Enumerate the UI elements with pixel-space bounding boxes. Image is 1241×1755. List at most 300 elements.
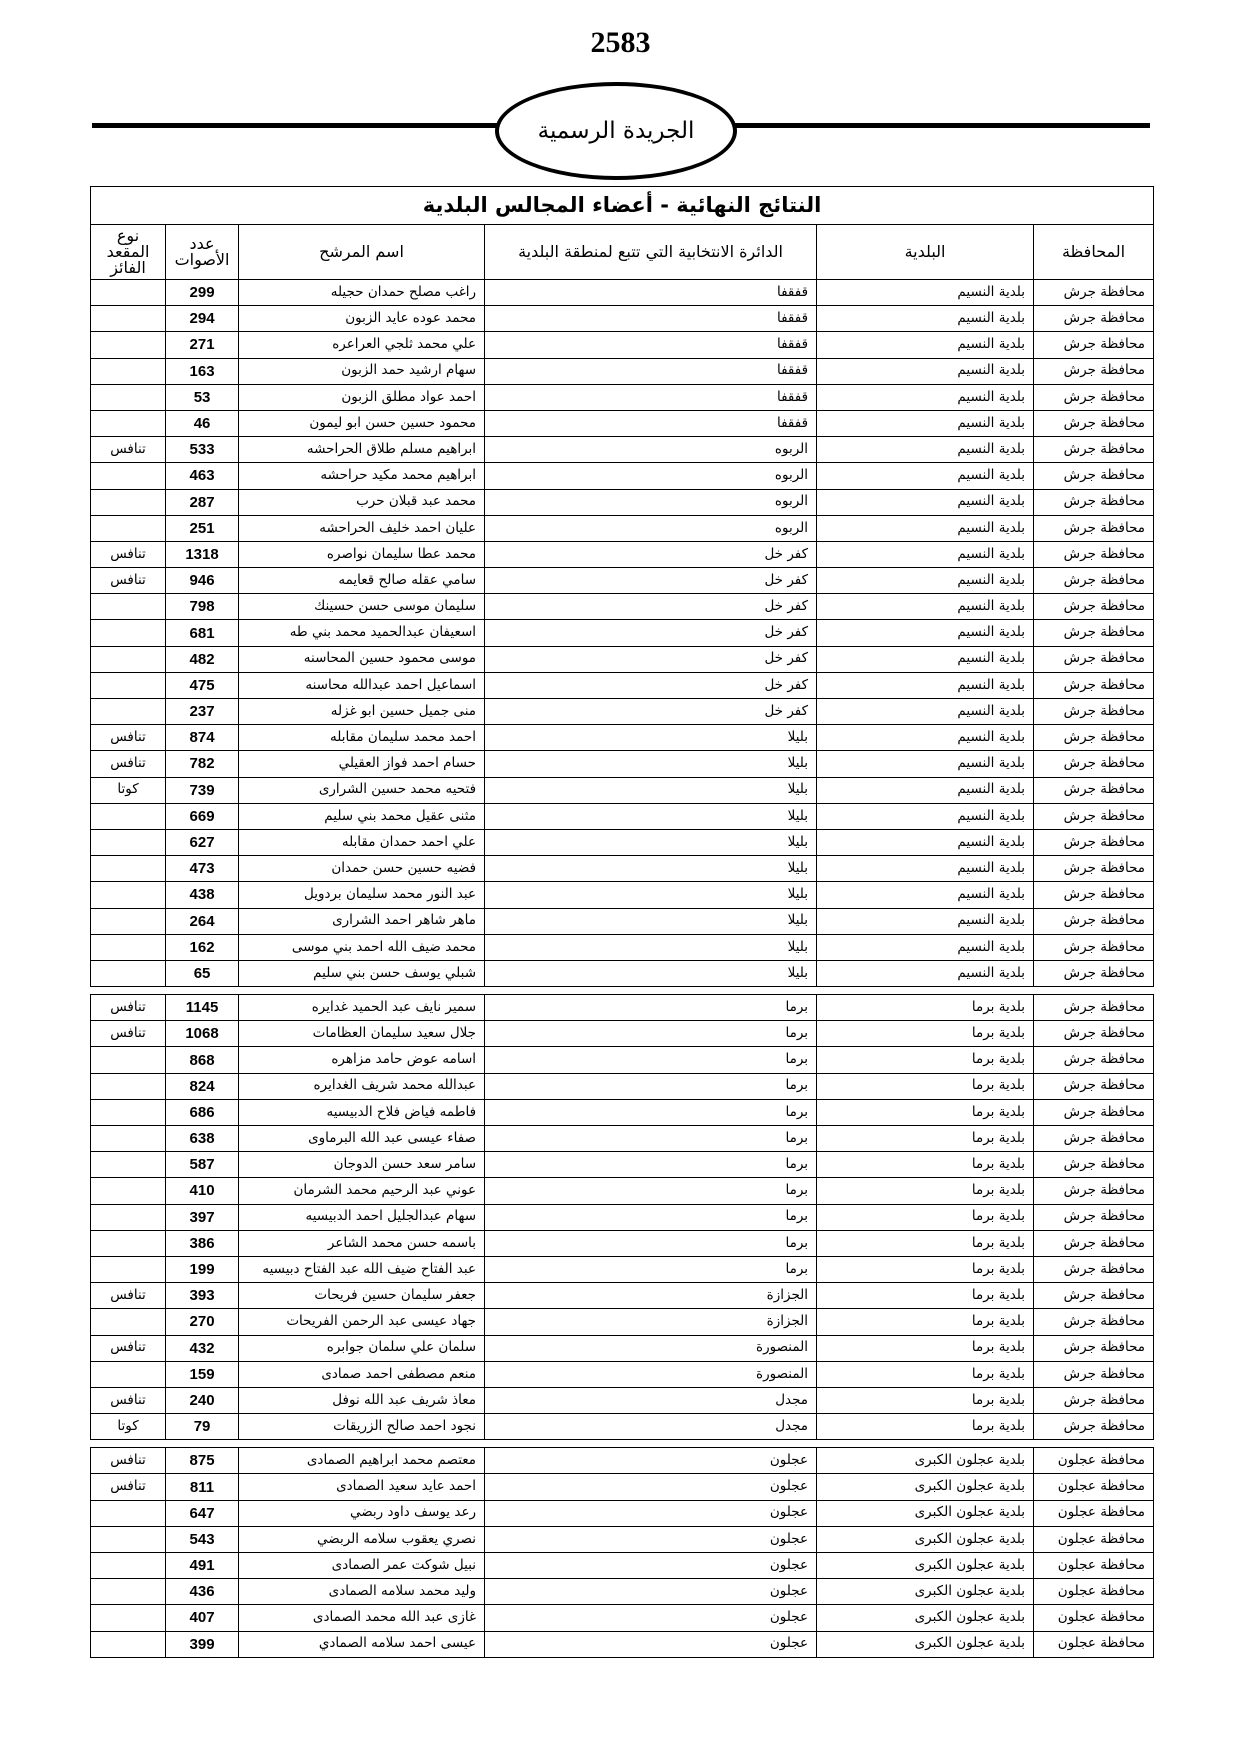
municipality-cell: بلدية النسيم bbox=[817, 725, 1034, 751]
municipality-cell: بلدية عجلون الكبرى bbox=[817, 1448, 1034, 1474]
municipality-cell: بلدية برما bbox=[817, 1126, 1034, 1152]
seat-type-cell bbox=[91, 1230, 166, 1256]
district-cell: بليلا bbox=[485, 725, 817, 751]
votes-cell: 397 bbox=[166, 1204, 239, 1230]
votes-cell: 1318 bbox=[166, 541, 239, 567]
table-row bbox=[91, 568, 1154, 594]
governorate-cell: محافظة جرش bbox=[1034, 803, 1154, 829]
page-number: 2583 bbox=[590, 26, 651, 59]
table-row bbox=[91, 384, 1154, 410]
governorate-cell: محافظة جرش bbox=[1034, 995, 1154, 1021]
candidate-name-cell: عليان احمد خليف الحراحشه bbox=[239, 515, 485, 541]
municipality-cell: بلدية عجلون الكبرى bbox=[817, 1500, 1034, 1526]
table-row bbox=[91, 908, 1154, 934]
table-title: النتائج النهائية - أعضاء المجالس البلدية bbox=[91, 187, 1154, 225]
candidate-name-cell: باسمه حسن محمد الشاعر bbox=[239, 1230, 485, 1256]
municipality-cell: بلدية النسيم bbox=[817, 646, 1034, 672]
governorate-cell: محافظة جرش bbox=[1034, 463, 1154, 489]
seat-type-cell bbox=[91, 489, 166, 515]
seat-type-cell bbox=[91, 672, 166, 698]
governorate-cell: محافظة جرش bbox=[1034, 594, 1154, 620]
governorate-cell: محافظة جرش bbox=[1034, 777, 1154, 803]
table-row bbox=[91, 1605, 1154, 1631]
municipality-cell: بلدية النسيم bbox=[817, 934, 1034, 960]
district-cell: قفقفا bbox=[485, 384, 817, 410]
candidate-name-cell: فضيه حسين حسن حمدان bbox=[239, 856, 485, 882]
table-row bbox=[91, 995, 1154, 1021]
district-cell: عجلون bbox=[485, 1448, 817, 1474]
table-row bbox=[91, 541, 1154, 567]
table-row bbox=[91, 803, 1154, 829]
district-cell: مجدل bbox=[485, 1387, 817, 1413]
seat-type-cell bbox=[91, 699, 166, 725]
seat-type-cell bbox=[91, 1256, 166, 1282]
candidate-name-cell: سهام عبدالجليل احمد الدبيسيه bbox=[239, 1204, 485, 1230]
votes-cell: 407 bbox=[166, 1605, 239, 1631]
header-municipality: البلدية bbox=[817, 225, 1034, 280]
votes-cell: 65 bbox=[166, 960, 239, 986]
district-cell: الربوه bbox=[485, 515, 817, 541]
table-row bbox=[91, 1387, 1154, 1413]
municipality-cell: بلدية النسيم bbox=[817, 515, 1034, 541]
candidate-name-cell: منعم مصطفى احمد صمادى bbox=[239, 1361, 485, 1387]
votes-cell: 874 bbox=[166, 725, 239, 751]
district-cell: عجلون bbox=[485, 1500, 817, 1526]
governorate-cell: محافظة جرش bbox=[1034, 568, 1154, 594]
seat-type-cell: تنافس bbox=[91, 1448, 166, 1474]
candidate-name-cell: عيسى احمد سلامه الصمادي bbox=[239, 1631, 485, 1657]
table-row bbox=[91, 410, 1154, 436]
candidate-name-cell: معاذ شريف عبد الله نوفل bbox=[239, 1387, 485, 1413]
table-row bbox=[91, 489, 1154, 515]
district-cell: برما bbox=[485, 995, 817, 1021]
governorate-cell: محافظة جرش bbox=[1034, 725, 1154, 751]
governorate-cell: محافظة جرش bbox=[1034, 1414, 1154, 1440]
governorate-cell: محافظة جرش bbox=[1034, 1309, 1154, 1335]
candidate-name-cell: اسعيفان عبدالحميد محمد بني طه bbox=[239, 620, 485, 646]
governorate-cell: محافظة جرش bbox=[1034, 1073, 1154, 1099]
governorate-cell: محافظة جرش bbox=[1034, 646, 1154, 672]
table-row bbox=[91, 515, 1154, 541]
table-row bbox=[91, 646, 1154, 672]
municipality-cell: بلدية النسيم bbox=[817, 882, 1034, 908]
district-cell: قفقفا bbox=[485, 358, 817, 384]
candidate-name-cell: سامي عقله صالح قعايمه bbox=[239, 568, 485, 594]
table-row bbox=[91, 437, 1154, 463]
municipality-cell: بلدية النسيم bbox=[817, 384, 1034, 410]
seat-type-cell bbox=[91, 358, 166, 384]
votes-cell: 287 bbox=[166, 489, 239, 515]
votes-cell: 587 bbox=[166, 1152, 239, 1178]
candidate-name-cell: عبد الفتاح ضيف الله عبد الفتاح دبيسيه bbox=[239, 1256, 485, 1282]
votes-cell: 251 bbox=[166, 515, 239, 541]
table-row bbox=[91, 1579, 1154, 1605]
district-cell: عجلون bbox=[485, 1526, 817, 1552]
municipality-cell: بلدية النسيم bbox=[817, 437, 1034, 463]
district-cell: كفر خل bbox=[485, 541, 817, 567]
district-cell: قفقفا bbox=[485, 306, 817, 332]
district-cell: كفر خل bbox=[485, 568, 817, 594]
governorate-cell: محافظة جرش bbox=[1034, 934, 1154, 960]
votes-cell: 875 bbox=[166, 1448, 239, 1474]
municipality-cell: بلدية برما bbox=[817, 1283, 1034, 1309]
candidate-name-cell: سلمان علي سلمان جوابره bbox=[239, 1335, 485, 1361]
candidate-name-cell: عوني عبد الرحيم محمد الشرمان bbox=[239, 1178, 485, 1204]
table-row bbox=[91, 1335, 1154, 1361]
district-cell: عجلون bbox=[485, 1605, 817, 1631]
municipality-cell: بلدية برما bbox=[817, 1309, 1034, 1335]
seat-type-cell bbox=[91, 306, 166, 332]
table-row bbox=[91, 1309, 1154, 1335]
seat-type-cell: تنافس bbox=[91, 751, 166, 777]
governorate-cell: محافظة جرش bbox=[1034, 1021, 1154, 1047]
seat-type-cell: تنافس bbox=[91, 1021, 166, 1047]
governorate-cell: محافظة جرش bbox=[1034, 672, 1154, 698]
gazette-title: الجريدة الرسمية bbox=[537, 118, 695, 144]
votes-cell: 162 bbox=[166, 934, 239, 960]
gazette-title-oval bbox=[495, 82, 737, 180]
candidate-name-cell: سليمان موسى حسن حسينك bbox=[239, 594, 485, 620]
votes-cell: 159 bbox=[166, 1361, 239, 1387]
seat-type-cell bbox=[91, 882, 166, 908]
candidate-name-cell: احمد عواد مطلق الزبون bbox=[239, 384, 485, 410]
table-row bbox=[91, 777, 1154, 803]
district-cell: الربوه bbox=[485, 437, 817, 463]
votes-cell: 1068 bbox=[166, 1021, 239, 1047]
governorate-cell: محافظة جرش bbox=[1034, 829, 1154, 855]
candidate-name-cell: فاطمه فياض فلاح الدبيسيه bbox=[239, 1099, 485, 1125]
votes-cell: 53 bbox=[166, 384, 239, 410]
votes-cell: 271 bbox=[166, 332, 239, 358]
municipality-cell: بلدية برما bbox=[817, 1361, 1034, 1387]
district-cell: قفقفا bbox=[485, 410, 817, 436]
governorate-cell: محافظة جرش bbox=[1034, 1387, 1154, 1413]
municipality-cell: بلدية النسيم bbox=[817, 908, 1034, 934]
header-district: الدائرة الانتخابية التي تتبع لمنطقة البلدية bbox=[485, 225, 817, 280]
seat-type-cell bbox=[91, 1204, 166, 1230]
municipality-cell: بلدية النسيم bbox=[817, 463, 1034, 489]
seat-type-cell bbox=[91, 1178, 166, 1204]
seat-type-cell: تنافس bbox=[91, 541, 166, 567]
district-cell: برما bbox=[485, 1047, 817, 1073]
table-row bbox=[91, 1256, 1154, 1282]
votes-cell: 669 bbox=[166, 803, 239, 829]
header-candidate: اسم المرشح bbox=[239, 225, 485, 280]
votes-cell: 240 bbox=[166, 1387, 239, 1413]
table-row bbox=[91, 1073, 1154, 1099]
municipality-cell: بلدية النسيم bbox=[817, 672, 1034, 698]
candidate-name-cell: راغب مصلح حمدان حجيله bbox=[239, 280, 485, 306]
table-row bbox=[91, 1230, 1154, 1256]
district-cell: بليلا bbox=[485, 751, 817, 777]
municipality-cell: بلدية عجلون الكبرى bbox=[817, 1526, 1034, 1552]
seat-type-cell bbox=[91, 515, 166, 541]
seat-type-cell bbox=[91, 646, 166, 672]
table-body bbox=[91, 280, 1154, 1658]
governorate-cell: محافظة جرش bbox=[1034, 1335, 1154, 1361]
candidate-name-cell: سهام ارشيد حمد الزبون bbox=[239, 358, 485, 384]
governorate-cell: محافظة عجلون bbox=[1034, 1474, 1154, 1500]
candidate-name-cell: معتصم محمد ابراهيم الصمادى bbox=[239, 1448, 485, 1474]
candidate-name-cell: منى جميل حسين ابو غزله bbox=[239, 699, 485, 725]
votes-cell: 739 bbox=[166, 777, 239, 803]
table-row bbox=[91, 1204, 1154, 1230]
municipality-cell: بلدية برما bbox=[817, 1178, 1034, 1204]
group-separator bbox=[91, 987, 1154, 995]
seat-type-cell bbox=[91, 829, 166, 855]
seat-type-cell bbox=[91, 856, 166, 882]
municipality-cell: بلدية النسيم bbox=[817, 803, 1034, 829]
votes-cell: 868 bbox=[166, 1047, 239, 1073]
candidate-name-cell: شبلي يوسف حسن بني سليم bbox=[239, 960, 485, 986]
seat-type-cell bbox=[91, 620, 166, 646]
seat-type-cell bbox=[91, 1152, 166, 1178]
governorate-cell: محافظة جرش bbox=[1034, 1152, 1154, 1178]
governorate-cell: محافظة جرش bbox=[1034, 489, 1154, 515]
governorate-cell: محافظة جرش bbox=[1034, 1283, 1154, 1309]
district-cell: عجلون bbox=[485, 1579, 817, 1605]
table-row bbox=[91, 1126, 1154, 1152]
header-seat-type: نوع المقعد الفائز bbox=[91, 225, 166, 280]
governorate-cell: محافظة جرش bbox=[1034, 1047, 1154, 1073]
municipality-cell: بلدية النسيم bbox=[817, 489, 1034, 515]
seat-type-cell bbox=[91, 384, 166, 410]
header-votes: عدد الأصوات bbox=[166, 225, 239, 280]
municipality-cell: بلدية برما bbox=[817, 1099, 1034, 1125]
municipality-cell: بلدية النسيم bbox=[817, 594, 1034, 620]
seat-type-cell bbox=[91, 1309, 166, 1335]
votes-cell: 438 bbox=[166, 882, 239, 908]
votes-cell: 473 bbox=[166, 856, 239, 882]
district-cell: بليلا bbox=[485, 908, 817, 934]
seat-type-cell: تنافس bbox=[91, 1283, 166, 1309]
votes-cell: 237 bbox=[166, 699, 239, 725]
seat-type-cell bbox=[91, 1500, 166, 1526]
governorate-cell: محافظة عجلون bbox=[1034, 1605, 1154, 1631]
governorate-cell: محافظة جرش bbox=[1034, 1361, 1154, 1387]
table-row bbox=[91, 594, 1154, 620]
candidate-name-cell: موسى محمود حسين المحاسنه bbox=[239, 646, 485, 672]
district-cell: برما bbox=[485, 1099, 817, 1125]
district-cell: كفر خل bbox=[485, 620, 817, 646]
governorate-cell: محافظة جرش bbox=[1034, 306, 1154, 332]
seat-type-cell bbox=[91, 594, 166, 620]
candidate-name-cell: نجود احمد صالح الزريقات bbox=[239, 1414, 485, 1440]
municipality-cell: بلدية النسيم bbox=[817, 620, 1034, 646]
municipality-cell: بلدية برما bbox=[817, 1073, 1034, 1099]
votes-cell: 79 bbox=[166, 1414, 239, 1440]
district-cell: كفر خل bbox=[485, 672, 817, 698]
governorate-cell: محافظة جرش bbox=[1034, 908, 1154, 934]
municipality-cell: بلدية برما bbox=[817, 1335, 1034, 1361]
header-row bbox=[91, 225, 1154, 280]
votes-cell: 399 bbox=[166, 1631, 239, 1657]
candidate-name-cell: محمد ضيف الله احمد بني موسى bbox=[239, 934, 485, 960]
district-cell: بليلا bbox=[485, 803, 817, 829]
candidate-name-cell: علي محمد ثلجي العراعره bbox=[239, 332, 485, 358]
votes-cell: 491 bbox=[166, 1553, 239, 1579]
table-row bbox=[91, 306, 1154, 332]
candidate-name-cell: ابراهيم مسلم طلاق الحراحشه bbox=[239, 437, 485, 463]
seat-type-cell bbox=[91, 1526, 166, 1552]
municipality-cell: بلدية النسيم bbox=[817, 410, 1034, 436]
municipality-cell: بلدية برما bbox=[817, 1152, 1034, 1178]
seat-type-cell bbox=[91, 1047, 166, 1073]
candidate-name-cell: صفاء عيسى عبد الله البرماوى bbox=[239, 1126, 485, 1152]
seat-type-cell: كوتا bbox=[91, 1414, 166, 1440]
table-row bbox=[91, 332, 1154, 358]
governorate-cell: محافظة جرش bbox=[1034, 1256, 1154, 1282]
candidate-name-cell: سامر سعد حسن الدوجان bbox=[239, 1152, 485, 1178]
candidate-name-cell: ابراهيم محمد مكيد حراحشه bbox=[239, 463, 485, 489]
table-row bbox=[91, 1047, 1154, 1073]
municipality-cell: بلدية النسيم bbox=[817, 960, 1034, 986]
district-cell: الجزازة bbox=[485, 1283, 817, 1309]
municipality-cell: بلدية برما bbox=[817, 1230, 1034, 1256]
table-row bbox=[91, 1448, 1154, 1474]
governorate-cell: محافظة جرش bbox=[1034, 437, 1154, 463]
municipality-cell: بلدية النسيم bbox=[817, 856, 1034, 882]
municipality-cell: بلدية عجلون الكبرى bbox=[817, 1474, 1034, 1500]
table-row bbox=[91, 1474, 1154, 1500]
table-row bbox=[91, 829, 1154, 855]
candidate-name-cell: عبدالله محمد شريف الغدايره bbox=[239, 1073, 485, 1099]
votes-cell: 647 bbox=[166, 1500, 239, 1526]
governorate-cell: محافظة عجلون bbox=[1034, 1553, 1154, 1579]
district-cell: بليلا bbox=[485, 777, 817, 803]
municipality-cell: بلدية عجلون الكبرى bbox=[817, 1605, 1034, 1631]
candidate-name-cell: مثنى عقيل محمد بني سليم bbox=[239, 803, 485, 829]
district-cell: كفر خل bbox=[485, 646, 817, 672]
candidate-name-cell: محمود حسين حسن ابو ليمون bbox=[239, 410, 485, 436]
votes-cell: 627 bbox=[166, 829, 239, 855]
district-cell: برما bbox=[485, 1256, 817, 1282]
governorate-cell: محافظة جرش bbox=[1034, 358, 1154, 384]
votes-cell: 299 bbox=[166, 280, 239, 306]
candidate-name-cell: جهاد عيسى عبد الرحمن الفريحات bbox=[239, 1309, 485, 1335]
candidate-name-cell: نبيل شوكت عمر الصمادى bbox=[239, 1553, 485, 1579]
votes-cell: 386 bbox=[166, 1230, 239, 1256]
table-row bbox=[91, 1099, 1154, 1125]
candidate-name-cell: سمير نايف عبد الحميد غدايره bbox=[239, 995, 485, 1021]
district-cell: الربوه bbox=[485, 463, 817, 489]
seat-type-cell: تنافس bbox=[91, 568, 166, 594]
municipality-cell: بلدية النسيم bbox=[817, 358, 1034, 384]
seat-type-cell bbox=[91, 1361, 166, 1387]
governorate-cell: محافظة جرش bbox=[1034, 1126, 1154, 1152]
table-row bbox=[91, 358, 1154, 384]
district-cell: برما bbox=[485, 1073, 817, 1099]
governorate-cell: محافظة جرش bbox=[1034, 1178, 1154, 1204]
district-cell: برما bbox=[485, 1178, 817, 1204]
municipality-cell: بلدية النسيم bbox=[817, 280, 1034, 306]
seat-type-cell: تنافس bbox=[91, 437, 166, 463]
votes-cell: 686 bbox=[166, 1099, 239, 1125]
seat-type-cell: تنافس bbox=[91, 995, 166, 1021]
candidate-name-cell: اسامه عوض حامد مزاهره bbox=[239, 1047, 485, 1073]
seat-type-cell: تنافس bbox=[91, 1387, 166, 1413]
votes-cell: 824 bbox=[166, 1073, 239, 1099]
municipality-cell: بلدية عجلون الكبرى bbox=[817, 1553, 1034, 1579]
votes-cell: 681 bbox=[166, 620, 239, 646]
seat-type-cell bbox=[91, 280, 166, 306]
district-cell: بليلا bbox=[485, 882, 817, 908]
district-cell: الجزازة bbox=[485, 1309, 817, 1335]
district-cell: عجلون bbox=[485, 1553, 817, 1579]
candidate-name-cell: غازى عبد الله محمد الصمادى bbox=[239, 1605, 485, 1631]
district-cell: المنصورة bbox=[485, 1361, 817, 1387]
district-cell: برما bbox=[485, 1021, 817, 1047]
governorate-cell: محافظة جرش bbox=[1034, 620, 1154, 646]
governorate-cell: محافظة عجلون bbox=[1034, 1500, 1154, 1526]
candidate-name-cell: نصري يعقوب سلامه الربضي bbox=[239, 1526, 485, 1552]
governorate-cell: محافظة جرش bbox=[1034, 699, 1154, 725]
seat-type-cell bbox=[91, 934, 166, 960]
district-cell: قفقفا bbox=[485, 280, 817, 306]
votes-cell: 946 bbox=[166, 568, 239, 594]
district-cell: كفر خل bbox=[485, 594, 817, 620]
votes-cell: 1145 bbox=[166, 995, 239, 1021]
votes-cell: 199 bbox=[166, 1256, 239, 1282]
governorate-cell: محافظة جرش bbox=[1034, 515, 1154, 541]
governorate-cell: محافظة جرش bbox=[1034, 280, 1154, 306]
table-row bbox=[91, 463, 1154, 489]
table-row bbox=[91, 1500, 1154, 1526]
district-cell: عجلون bbox=[485, 1631, 817, 1657]
seat-type-cell: تنافس bbox=[91, 1474, 166, 1500]
district-cell: كفر خل bbox=[485, 699, 817, 725]
table-row bbox=[91, 280, 1154, 306]
district-cell: برما bbox=[485, 1204, 817, 1230]
candidate-name-cell: وليد محمد سلامه الصمادى bbox=[239, 1579, 485, 1605]
votes-cell: 436 bbox=[166, 1579, 239, 1605]
votes-cell: 432 bbox=[166, 1335, 239, 1361]
seat-type-cell bbox=[91, 463, 166, 489]
candidate-name-cell: اسماعيل احمد عبدالله محاسنه bbox=[239, 672, 485, 698]
municipality-cell: بلدية النسيم bbox=[817, 332, 1034, 358]
seat-type-cell bbox=[91, 1073, 166, 1099]
municipality-cell: بلدية برما bbox=[817, 995, 1034, 1021]
votes-cell: 798 bbox=[166, 594, 239, 620]
table-row bbox=[91, 1361, 1154, 1387]
governorate-cell: محافظة جرش bbox=[1034, 882, 1154, 908]
votes-cell: 482 bbox=[166, 646, 239, 672]
table-row bbox=[91, 882, 1154, 908]
governorate-cell: محافظة عجلون bbox=[1034, 1448, 1154, 1474]
governorate-cell: محافظة جرش bbox=[1034, 1099, 1154, 1125]
municipality-cell: بلدية النسيم bbox=[817, 699, 1034, 725]
municipality-cell: بلدية برما bbox=[817, 1414, 1034, 1440]
table-row bbox=[91, 1021, 1154, 1047]
candidate-name-cell: عبد النور محمد سليمان بردويل bbox=[239, 882, 485, 908]
governorate-cell: محافظة جرش bbox=[1034, 384, 1154, 410]
candidate-name-cell: محمد عبد قبلان حرب bbox=[239, 489, 485, 515]
votes-cell: 475 bbox=[166, 672, 239, 698]
seat-type-cell bbox=[91, 960, 166, 986]
votes-cell: 410 bbox=[166, 1178, 239, 1204]
seat-type-cell: كوتا bbox=[91, 777, 166, 803]
votes-cell: 294 bbox=[166, 306, 239, 332]
municipality-cell: بلدية عجلون الكبرى bbox=[817, 1631, 1034, 1657]
votes-cell: 270 bbox=[166, 1309, 239, 1335]
district-cell: بليلا bbox=[485, 960, 817, 986]
district-cell: مجدل bbox=[485, 1414, 817, 1440]
votes-cell: 782 bbox=[166, 751, 239, 777]
municipality-cell: بلدية برما bbox=[817, 1387, 1034, 1413]
header-governorate: المحافظة bbox=[1034, 225, 1154, 280]
table-row bbox=[91, 1553, 1154, 1579]
votes-cell: 543 bbox=[166, 1526, 239, 1552]
